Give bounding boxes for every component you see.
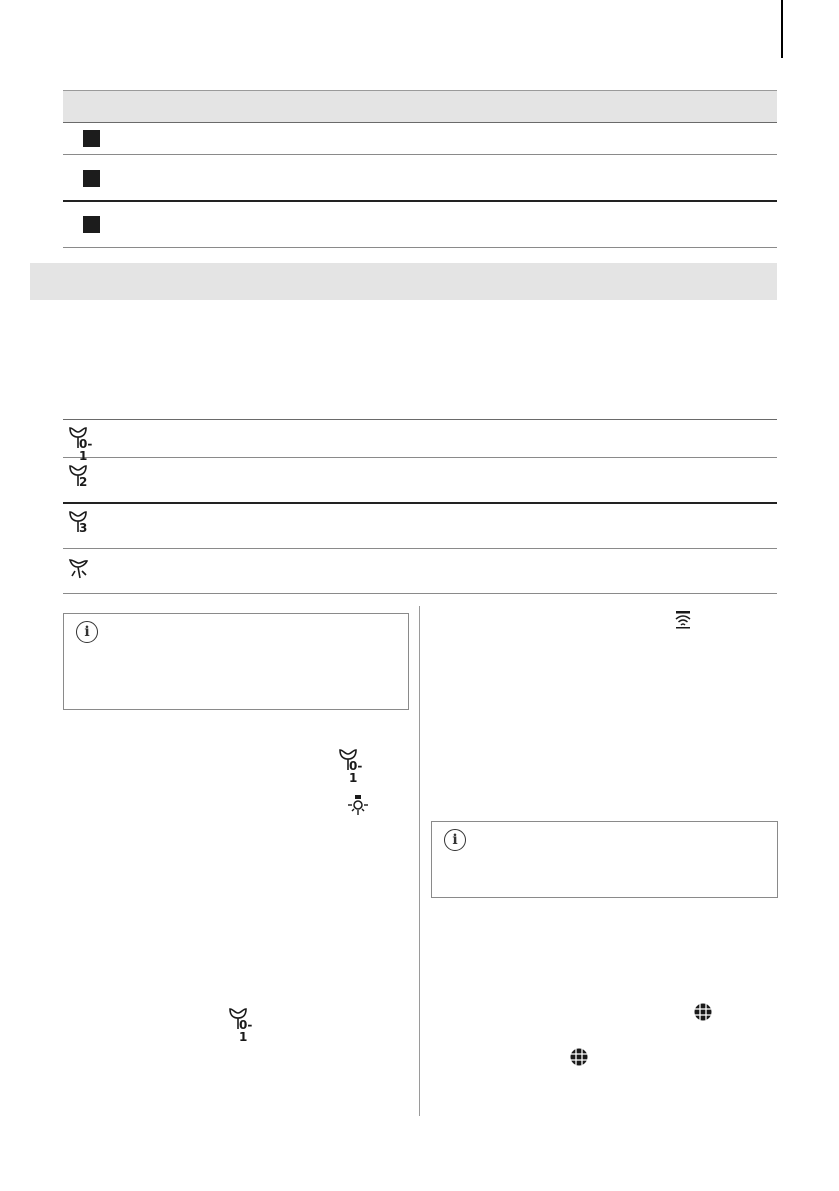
table-row xyxy=(63,458,777,504)
light-icon xyxy=(347,794,369,821)
table-row xyxy=(63,549,777,594)
info-icon: i xyxy=(444,829,466,851)
grid-icon xyxy=(693,1002,713,1027)
symbol-table xyxy=(63,90,777,248)
table-row xyxy=(63,123,777,155)
table-header xyxy=(63,90,777,123)
fan-speed-table xyxy=(63,419,777,594)
fan-level-label: 0-1 xyxy=(239,1018,253,1044)
fan-level-label: 2 xyxy=(79,475,88,489)
crop-mark xyxy=(781,0,783,58)
square-marker-icon xyxy=(83,130,100,147)
table-row xyxy=(63,504,777,549)
info-note xyxy=(431,821,778,898)
fan-level-label: 0-1 xyxy=(79,437,93,463)
fan-speed-1-icon xyxy=(227,1007,253,1044)
square-marker-icon xyxy=(83,170,100,187)
fan-boost-icon xyxy=(67,557,91,586)
section-heading-band xyxy=(30,263,777,300)
column-divider xyxy=(419,606,420,1116)
fan-level-label: 3 xyxy=(79,521,88,535)
table-row xyxy=(63,420,777,463)
info-icon: i xyxy=(76,621,98,643)
fan-speed-1-icon xyxy=(67,426,93,463)
fan-speed-3-icon xyxy=(67,510,89,534)
fan-level-label: 0-1 xyxy=(349,759,363,785)
square-marker-icon xyxy=(83,216,100,233)
info-note xyxy=(63,613,409,710)
wifi-hob-icon xyxy=(673,610,693,635)
grid-icon xyxy=(569,1047,589,1072)
table-row xyxy=(63,155,777,202)
fan-speed-2-icon xyxy=(67,464,89,488)
table-row xyxy=(63,202,777,248)
fan-speed-1-icon xyxy=(337,748,363,785)
